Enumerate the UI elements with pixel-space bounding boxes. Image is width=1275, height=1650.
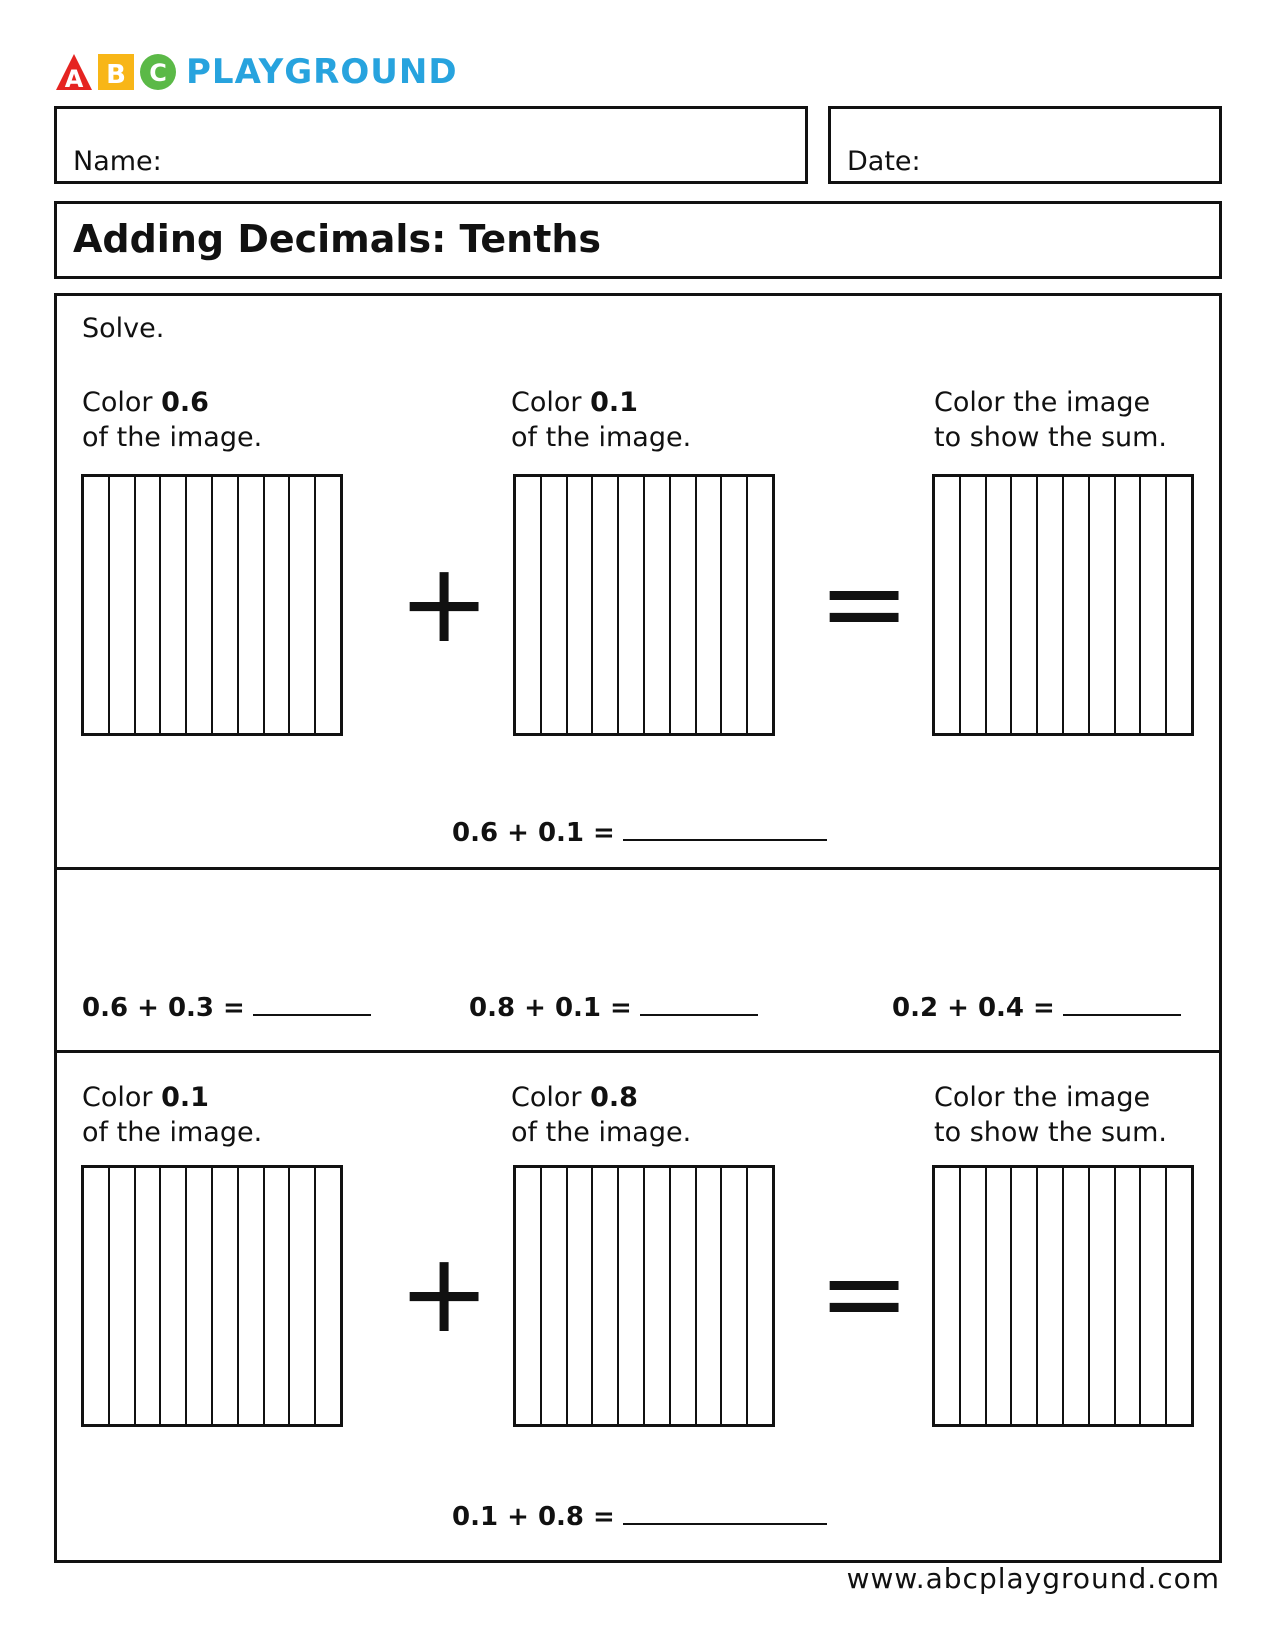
p2-equation: 0.1 + 0.8 = [452,1497,827,1532]
divider-2 [54,1050,1222,1053]
p1-mid-instruction: Color 0.1 of the image. [511,387,692,453]
p1-plus-sign: + [398,539,491,667]
p1-tenths-grid-mid[interactable] [513,474,775,736]
p2-plus-sign: + [398,1229,491,1357]
date-label: Date: [847,146,921,177]
quick-problem-2: 0.8 + 0.1 = [469,988,758,1023]
p1-answer-blank[interactable] [623,813,827,841]
p2-tenths-grid-left[interactable] [81,1165,343,1427]
p2-left-value: 0.1 [161,1082,209,1113]
divider-1 [54,867,1222,870]
logo-letter-c [138,52,178,92]
p1-tenths-grid-right[interactable] [932,474,1194,736]
p1-left-instruction: Color 0.6 of the image. [82,387,263,453]
p2-mid-instruction: Color 0.8 of the image. [511,1082,692,1148]
p2-answer-blank[interactable] [623,1497,827,1525]
logo-letter-a [54,52,94,92]
p2-left-instruction: Color 0.1 of the image. [82,1082,263,1148]
quick-answer-blank-2[interactable] [640,988,758,1016]
p2-equals-sign: = [818,1229,911,1357]
p1-tenths-grid-left[interactable] [81,474,343,736]
p2-tenths-grid-right[interactable] [932,1165,1194,1427]
logo-word: PLAYGROUND [186,52,458,92]
instructions: Solve. [82,313,165,344]
p1-equation: 0.6 + 0.1 = [452,813,827,848]
svg-text:A: A [64,65,84,92]
logo-letter-b [96,52,136,92]
worksheet-title: Adding Decimals: Tenths [73,217,602,261]
abc-playground-logo [54,50,458,94]
quick-problem-1: 0.6 + 0.3 = [82,988,371,1023]
quick-problem-3: 0.2 + 0.4 = [892,988,1181,1023]
p2-tenths-grid-mid[interactable] [513,1165,775,1427]
footer-url[interactable]: www.abcplayground.com [846,1562,1220,1595]
date-field[interactable] [828,106,1222,184]
title-box [54,201,1222,279]
p1-mid-value: 0.1 [590,387,638,418]
svg-text:C: C [149,59,167,87]
quick-answer-blank-3[interactable] [1063,988,1181,1016]
p1-right-instruction: Color the image to show the sum. [934,387,1168,453]
svg-text:B: B [106,60,126,90]
quick-answer-blank-1[interactable] [253,988,371,1016]
p1-equals-sign: = [818,539,911,667]
name-field[interactable] [54,106,808,184]
p1-left-value: 0.6 [161,387,209,418]
p2-mid-value: 0.8 [590,1082,638,1113]
p2-right-instruction: Color the image to show the sum. [934,1082,1168,1148]
name-label: Name: [73,146,162,177]
